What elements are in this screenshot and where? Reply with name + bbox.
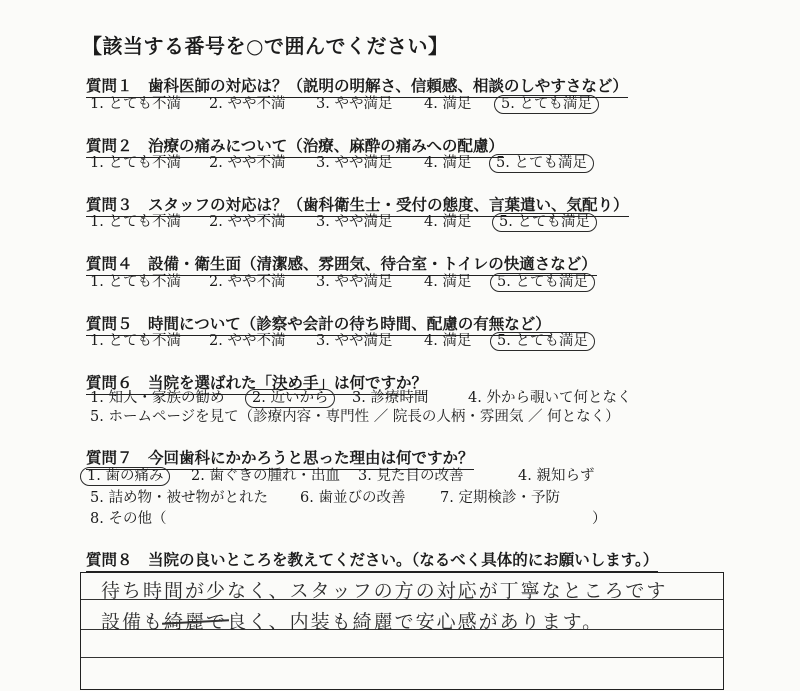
question-1-options	[0, 94, 800, 114]
question-7-title: 質問７ 今回歯科にかかろうと思った理由は何ですか？	[86, 446, 474, 470]
q6-option-1[interactable]: 1. 知人・家族の勧め	[90, 390, 225, 406]
q3-option-5-circled[interactable]: 5. とても満足	[492, 213, 597, 232]
q6-option-5[interactable]: 5. ホームページを見て（診療内容・専門性 ／ 院長の人柄・雰囲気 ／ 何となく）	[90, 409, 620, 425]
q1-option-5-circled[interactable]: 5. とても満足	[494, 95, 599, 114]
question-8-title: 質問８ 当院の良いところを教えてください。（なるべく具体的にお願いします。）	[86, 548, 658, 572]
answer-line-2-end: 良く、内装も綺麗で安心感があります。	[227, 611, 604, 633]
handwritten-answer-line-2	[101, 607, 603, 634]
q7-option-3[interactable]: 3. 見た目の改善	[358, 468, 464, 484]
question-3-options	[0, 212, 800, 232]
q6-option-4[interactable]: 4. 外から覗いて何となく	[468, 390, 632, 406]
q1-option-4[interactable]: 4. 満足	[424, 96, 472, 112]
q6-option-3[interactable]: 3. 診療時間	[352, 390, 429, 406]
free-answer-box[interactable]	[80, 572, 724, 690]
instruction-header: 【該当する番号を○で囲んでください】	[82, 34, 449, 58]
answer-line-2-start: 設備も	[101, 611, 165, 633]
q3-option-4[interactable]: 4. 満足	[424, 214, 472, 230]
question-2-title: 質問２ 治療の痛みについて（治療、麻酔の痛みへの配慮）	[86, 134, 504, 158]
q5-option-1[interactable]: 1. とても不満	[90, 333, 181, 349]
q7-option-8[interactable]: 8. その他（	[90, 511, 167, 527]
q1-option-3[interactable]: 3. やや満足	[316, 96, 393, 112]
question-7-options-row3	[0, 509, 800, 529]
question-6-options-row2	[0, 407, 800, 427]
question-5-options	[0, 331, 800, 351]
question-3-title: 質問３ スタッフの対応は？（歯科衛生士・受付の態度、言葉遣い、気配り）	[86, 193, 629, 217]
q5-option-5-circled[interactable]: 5. とても満足	[490, 332, 595, 351]
q7-option-4[interactable]: 4. 親知らず	[518, 468, 595, 484]
question-5-title: 質問５ 時間について（診察や会計の待ち時間、配慮の有無など）	[86, 312, 551, 336]
question-7-options-row2	[0, 488, 800, 508]
q6-option-2-circled[interactable]: 2. 近いから	[245, 389, 335, 408]
q2-option-5-circled[interactable]: 5. とても満足	[489, 154, 594, 173]
question-4-title: 質問４ 設備・衛生面（清潔感、雰囲気、待合室・トイレの快適さなど）	[86, 252, 597, 276]
q4-option-4[interactable]: 4. 満足	[424, 274, 472, 290]
q2-option-1[interactable]: 1. とても不満	[90, 155, 181, 171]
question-6-options-row1	[0, 388, 800, 408]
question-2-options	[0, 153, 800, 173]
question-6-title: 質問６ 当院を選ばれた「決め手」は何ですか？	[86, 371, 427, 395]
q2-option-3[interactable]: 3. やや満足	[316, 155, 393, 171]
q4-option-1[interactable]: 1. とても不満	[90, 274, 181, 290]
q2-option-2[interactable]: 2. やや不満	[209, 155, 286, 171]
q5-option-2[interactable]: 2. やや不満	[209, 333, 286, 349]
q5-option-3[interactable]: 3. やや満足	[316, 333, 393, 349]
q3-option-1[interactable]: 1. とても不満	[90, 214, 181, 230]
q7-option-6[interactable]: 6. 歯並びの改善	[300, 490, 406, 506]
q3-option-3[interactable]: 3. やや満足	[316, 214, 393, 230]
answer-rule-line	[81, 657, 723, 658]
q7-option-5[interactable]: 5. 詰め物・被せ物がとれた	[90, 490, 268, 506]
q7-option-2[interactable]: 2. 歯ぐきの腫れ・出血	[191, 468, 340, 484]
q4-option-3[interactable]: 3. やや満足	[316, 274, 393, 290]
struck-out-text: 綺麗で	[164, 607, 227, 634]
q3-option-2[interactable]: 2. やや不満	[209, 214, 286, 230]
q1-option-2[interactable]: 2. やや不満	[209, 96, 286, 112]
question-4-options	[0, 272, 800, 292]
q7-option-8-close-paren: ）	[592, 511, 607, 527]
handwritten-answer-line-1: 待ち時間が少なく、スタッフの方の対応が丁寧なところです	[101, 580, 668, 602]
q1-option-1[interactable]: 1. とても不満	[90, 96, 181, 112]
q4-option-5-circled[interactable]: 5. とても満足	[490, 273, 595, 292]
q7-option-7[interactable]: 7. 定期検診・予防	[440, 490, 560, 506]
q4-option-2[interactable]: 2. やや不満	[209, 274, 286, 290]
q7-option-1-circled[interactable]: 1. 歯の痛み	[80, 467, 170, 486]
q5-option-4[interactable]: 4. 満足	[424, 333, 472, 349]
question-1-title: 質問１ 歯科医師の対応は？（説明の明解さ、信頼感、相談のしやすさなど）	[86, 74, 628, 98]
q2-option-4[interactable]: 4. 満足	[424, 155, 472, 171]
question-7-options-row1	[0, 466, 800, 486]
